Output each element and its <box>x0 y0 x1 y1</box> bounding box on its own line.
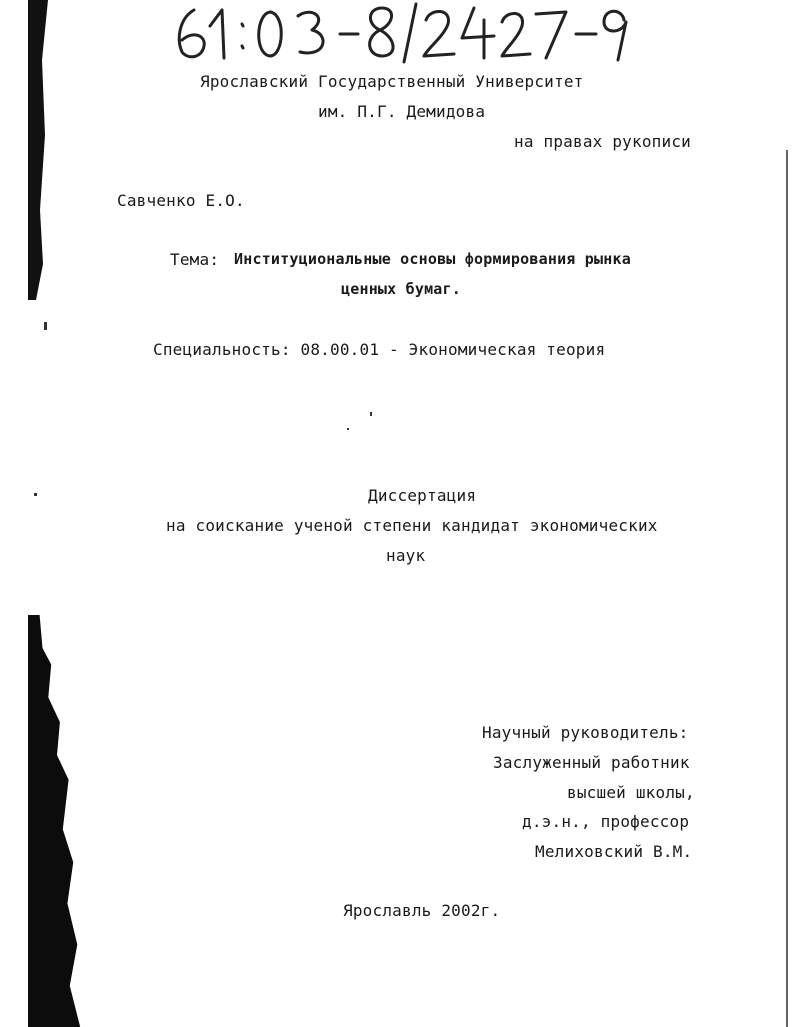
city-year: Ярославль 2002г. <box>343 901 501 920</box>
topic-title-line1: Институциональные основы формирования рынка <box>234 250 631 268</box>
specialty: Специальность: 08.00.01 - Экономическая теория <box>153 340 606 359</box>
document-type: Диссертация <box>368 486 477 505</box>
university-name: Ярославский Государственный Университет <box>200 72 584 91</box>
supervisor-degree: д.э.н., профессор <box>522 812 690 831</box>
author-name: Савченко Е.О. <box>117 191 245 210</box>
scan-right-edge <box>786 150 788 1027</box>
topic-title-line2: ценных бумаг. <box>341 280 461 298</box>
handwritten-archive-code <box>172 0 642 64</box>
scan-speck <box>44 322 47 330</box>
scan-speck <box>347 428 349 430</box>
university-named-after: им. П.Г. Демидова <box>318 102 486 121</box>
supervisor-title1: Заслуженный работник <box>493 753 690 772</box>
scan-speck <box>34 493 37 496</box>
degree-line2: наук <box>386 546 426 565</box>
scan-speck <box>370 412 372 416</box>
manuscript-rights: на правах рукописи <box>514 132 691 151</box>
supervisor-name: Мелиховский В.М. <box>535 842 693 861</box>
degree-line1: на соискание ученой степени кандидат экономических <box>166 516 658 535</box>
supervisor-title2: высшей школы, <box>567 783 695 802</box>
topic-label: Тема: <box>170 250 220 269</box>
scan-edge-top <box>28 0 48 300</box>
scan-edge-bottom <box>28 615 86 1027</box>
supervisor-label: Научный руководитель: <box>482 723 689 742</box>
